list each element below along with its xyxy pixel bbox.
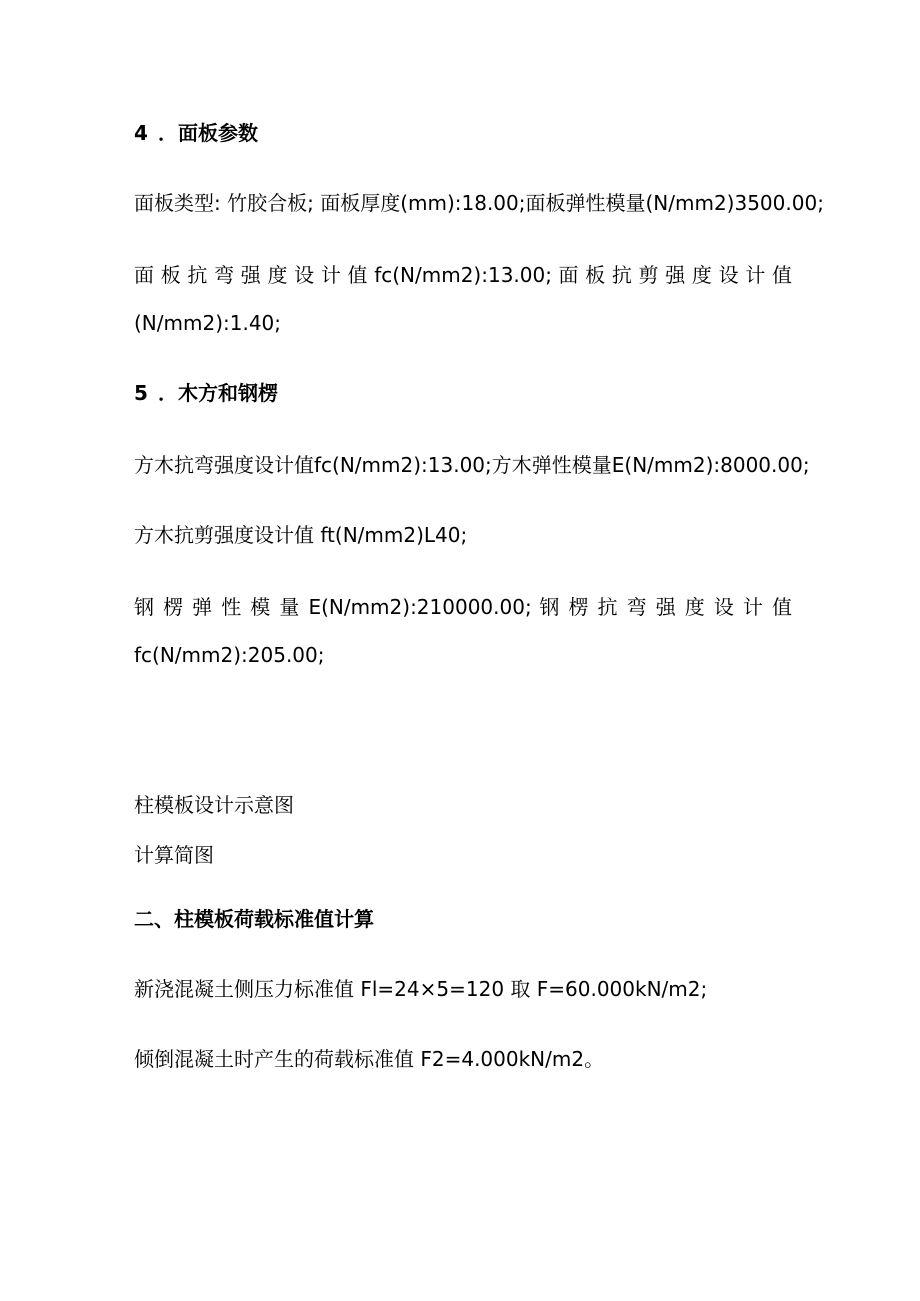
timber-shear-line: 方木抗剪强度设计值 ft(N/mm2)L40; (134, 523, 468, 547)
calc-caption: 计算简图 (134, 843, 214, 867)
pouring-load-line: 倾倒混凝土时产生的荷载标准值 F2=4.000kN/m2。 (134, 1047, 605, 1071)
steel-modulus-line-cont: fc(N/mm2):205.00; (134, 643, 325, 667)
diagram-caption: 柱模板设计示意图 (134, 793, 294, 817)
panel-strength-line: 面 板 抗 弯 强 度 设 计 值 fc(N/mm2):13.00; 面 板 抗 剪 强 度 设 计 值 (134, 263, 792, 287)
section-5-title: ．木方和钢楞 (158, 381, 278, 405)
section-4-heading (134, 120, 258, 146)
section-5-heading (134, 380, 278, 406)
steel-modulus-line: 钢 楞 弹 性 模 量 E(N/mm2):210000.00; 钢 楞 抗 弯 强 度 设 计 值 (134, 595, 792, 619)
section-5-number: 5 (134, 381, 148, 405)
panel-strength-line-cont: (N/mm2):1.40; (134, 311, 282, 335)
section-4-number: 4 (134, 121, 148, 145)
section-2-heading: 二、柱模板荷载标准值计算 (134, 907, 374, 931)
panel-type-line: 面板类型: 竹胶合板; 面板厚度(mm):18.00;面板弹性模量(N/mm2)3500.00; (134, 191, 824, 215)
timber-strength-line: 方木抗弯强度设计值fc(N/mm2):13.00;方木弹性模量E(N/mm2):8000.00; (134, 453, 810, 477)
fresh-concrete-pressure-line: 新浇混凝土侧压力标准值 Fl=24×5=120 取 F=60.000kN/m2; (134, 977, 708, 1001)
section-4-title: ．面板参数 (158, 121, 258, 145)
